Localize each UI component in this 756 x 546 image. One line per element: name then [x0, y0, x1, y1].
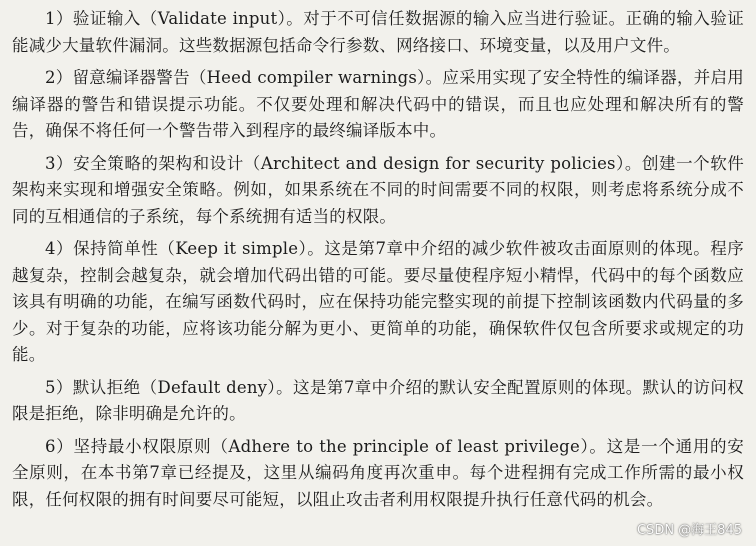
paragraph-architect-security-policies: 3）安全策略的架构和设计（Architect and design for security policies）。创建一个软件架构来实现和增强安全策略。例如，如果系统在不同的时间需要不同的权限，则考虑将系统分成不同的互相通信的子系统，每个系统拥有适当的权限。 [12, 153, 744, 226]
csdn-watermark: CSDN @海王845 [636, 523, 742, 538]
paragraph-heed-compiler-warnings: 2）留意编译器警告（Heed compiler warnings）。应采用实现了安全特性的编译器，并启用编译器的警告和错误提示功能。不仅要处理和解决代码中的错误，而且也应处理和解决所有的警告，确保不将任何一个警告带入到程序的最终编译版本中。 [12, 68, 744, 140]
paragraph-keep-it-simple: 4）保持简单性（Keep it simple）。这是第7章中介绍的减少软件被攻击面原则的体现。程序越复杂，控制会越复杂，就会增加代码出错的可能。要尽量使程序短小精悍，代码中的每个函数应该具有明确的功能，在编写函数代码时，应在保持功能完整实现的前提下控制该函数内代码量的多少。对于复杂的功能，应将该功能分解为更小、更简单的功能，确保软件仅包含所要求或规定的功能。 [12, 239, 744, 364]
paragraph-least-privilege: 6）坚持最小权限原则（Adhere to the principle of least privilege）。这是一个通用的安全原则，在本书第7章已经提及，这里从编码角度再次重申。每个进程拥有完成工作所需的最小权限，任何权限的拥有时间要尽可能短，以阻止攻击者利用权限提升执行任意代码的机会。 [12, 436, 744, 509]
paragraph-validate-input: 1）验证输入（Validate input）。对于不可信任数据源的输入应当进行验证。正确的输入验证能减少大量软件漏洞。这些数据源包括命令行参数、网络接口、环境变量，以及用户文件。 [12, 9, 744, 55]
paragraph-default-deny: 5）默认拒绝（Default deny）。这是第7章中介绍的默认安全配置原则的体现。默认的访问权限是拒绝，除非明确是允许的。 [12, 377, 744, 423]
